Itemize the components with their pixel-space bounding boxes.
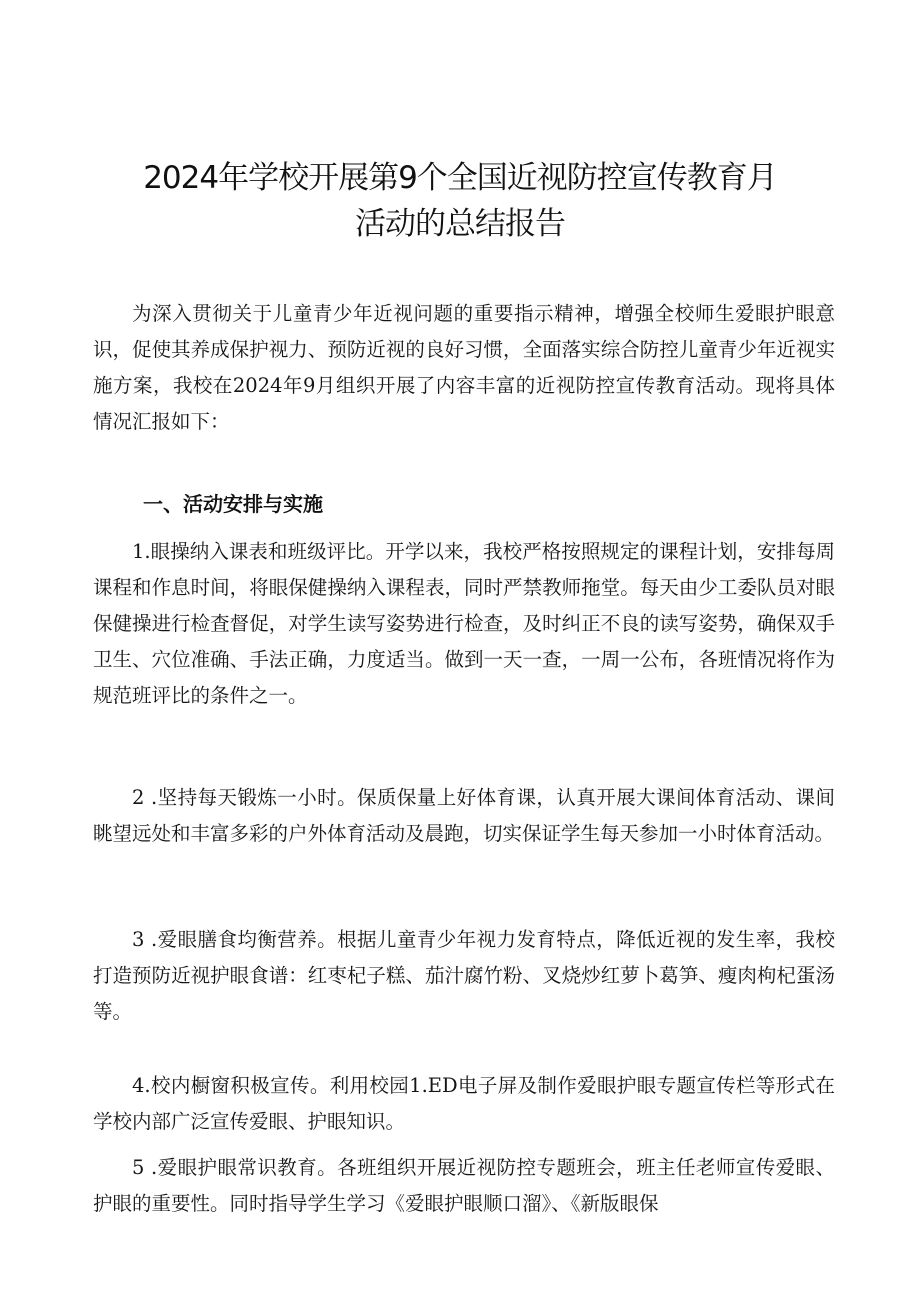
paragraph-item-1: 1.眼操纳入课表和班级评比。开学以来，我校严格按照规定的课程计划，安排每周课程和作息时间，将眼保健操纳入课程表，同时严禁教师拖堂。每天由少工委队员对眼保健操进行检査督促，对学生读写姿势进行检查，及时纠正不良的读写姿势，确保双手卫生、穴位准确、手法正确，力度适当。做到一天一查，一周一公布，各班情况将作为规范班评比的条件之一。	[93, 540, 835, 707]
paragraph-item-3: 3 .爱眼膳食均衡营养。根据儿童青少年视力发育特点，降低近视的发生率，我校打造预防近视护眼食谱：红枣杞子糕、茄汁腐竹粉、叉烧炒红萝卜葛笋、瘦肉枸杞蛋汤等。	[93, 928, 835, 1023]
intro-paragraph: 为深入贯彻关于儿童青少年近视问题的重要指示精神，增强全校师生爱眼护眼意识，促使其养成保护视力、预防近视的良好习惯，全面落实综合防控儿童青少年近视实施方案，我校在2024年9月组织开展了内容丰富的近视防控宣传教育活动。现将具体情况汇报如下：	[93, 302, 835, 433]
section-heading-1: 一、活动安排与实施	[143, 492, 323, 516]
paragraph-item-4: 4.校内橱窗积极宣传。利用校园1.ED电子屏及制作爱眼护眼专题宣传栏等形式在学校内部广泛宣传爱眼、护眼知识。	[93, 1074, 835, 1133]
document-title-line-2: 活动的总结报告	[355, 206, 565, 242]
paragraph-item-5: 5 .爱眼护眼常识教育。各班组织开展近视防控专题班会，班主任老师宣传爱眼、护眼的重要性。同时指导学生学习《爱眼护眼顺口溜》、《新版眼保	[93, 1156, 835, 1215]
document-title-line-1: 2024年学校开展第9个全国近视防控宣传教育月	[143, 160, 777, 196]
paragraph-item-2: 2 .坚持每天锻炼一小时。保质保量上好体育课，认真开展大课间体育活动、课间眺望远处和丰富多彩的户外体育活动及晨跑，切实保证学生每天参加一小时体育活动。	[93, 786, 835, 845]
